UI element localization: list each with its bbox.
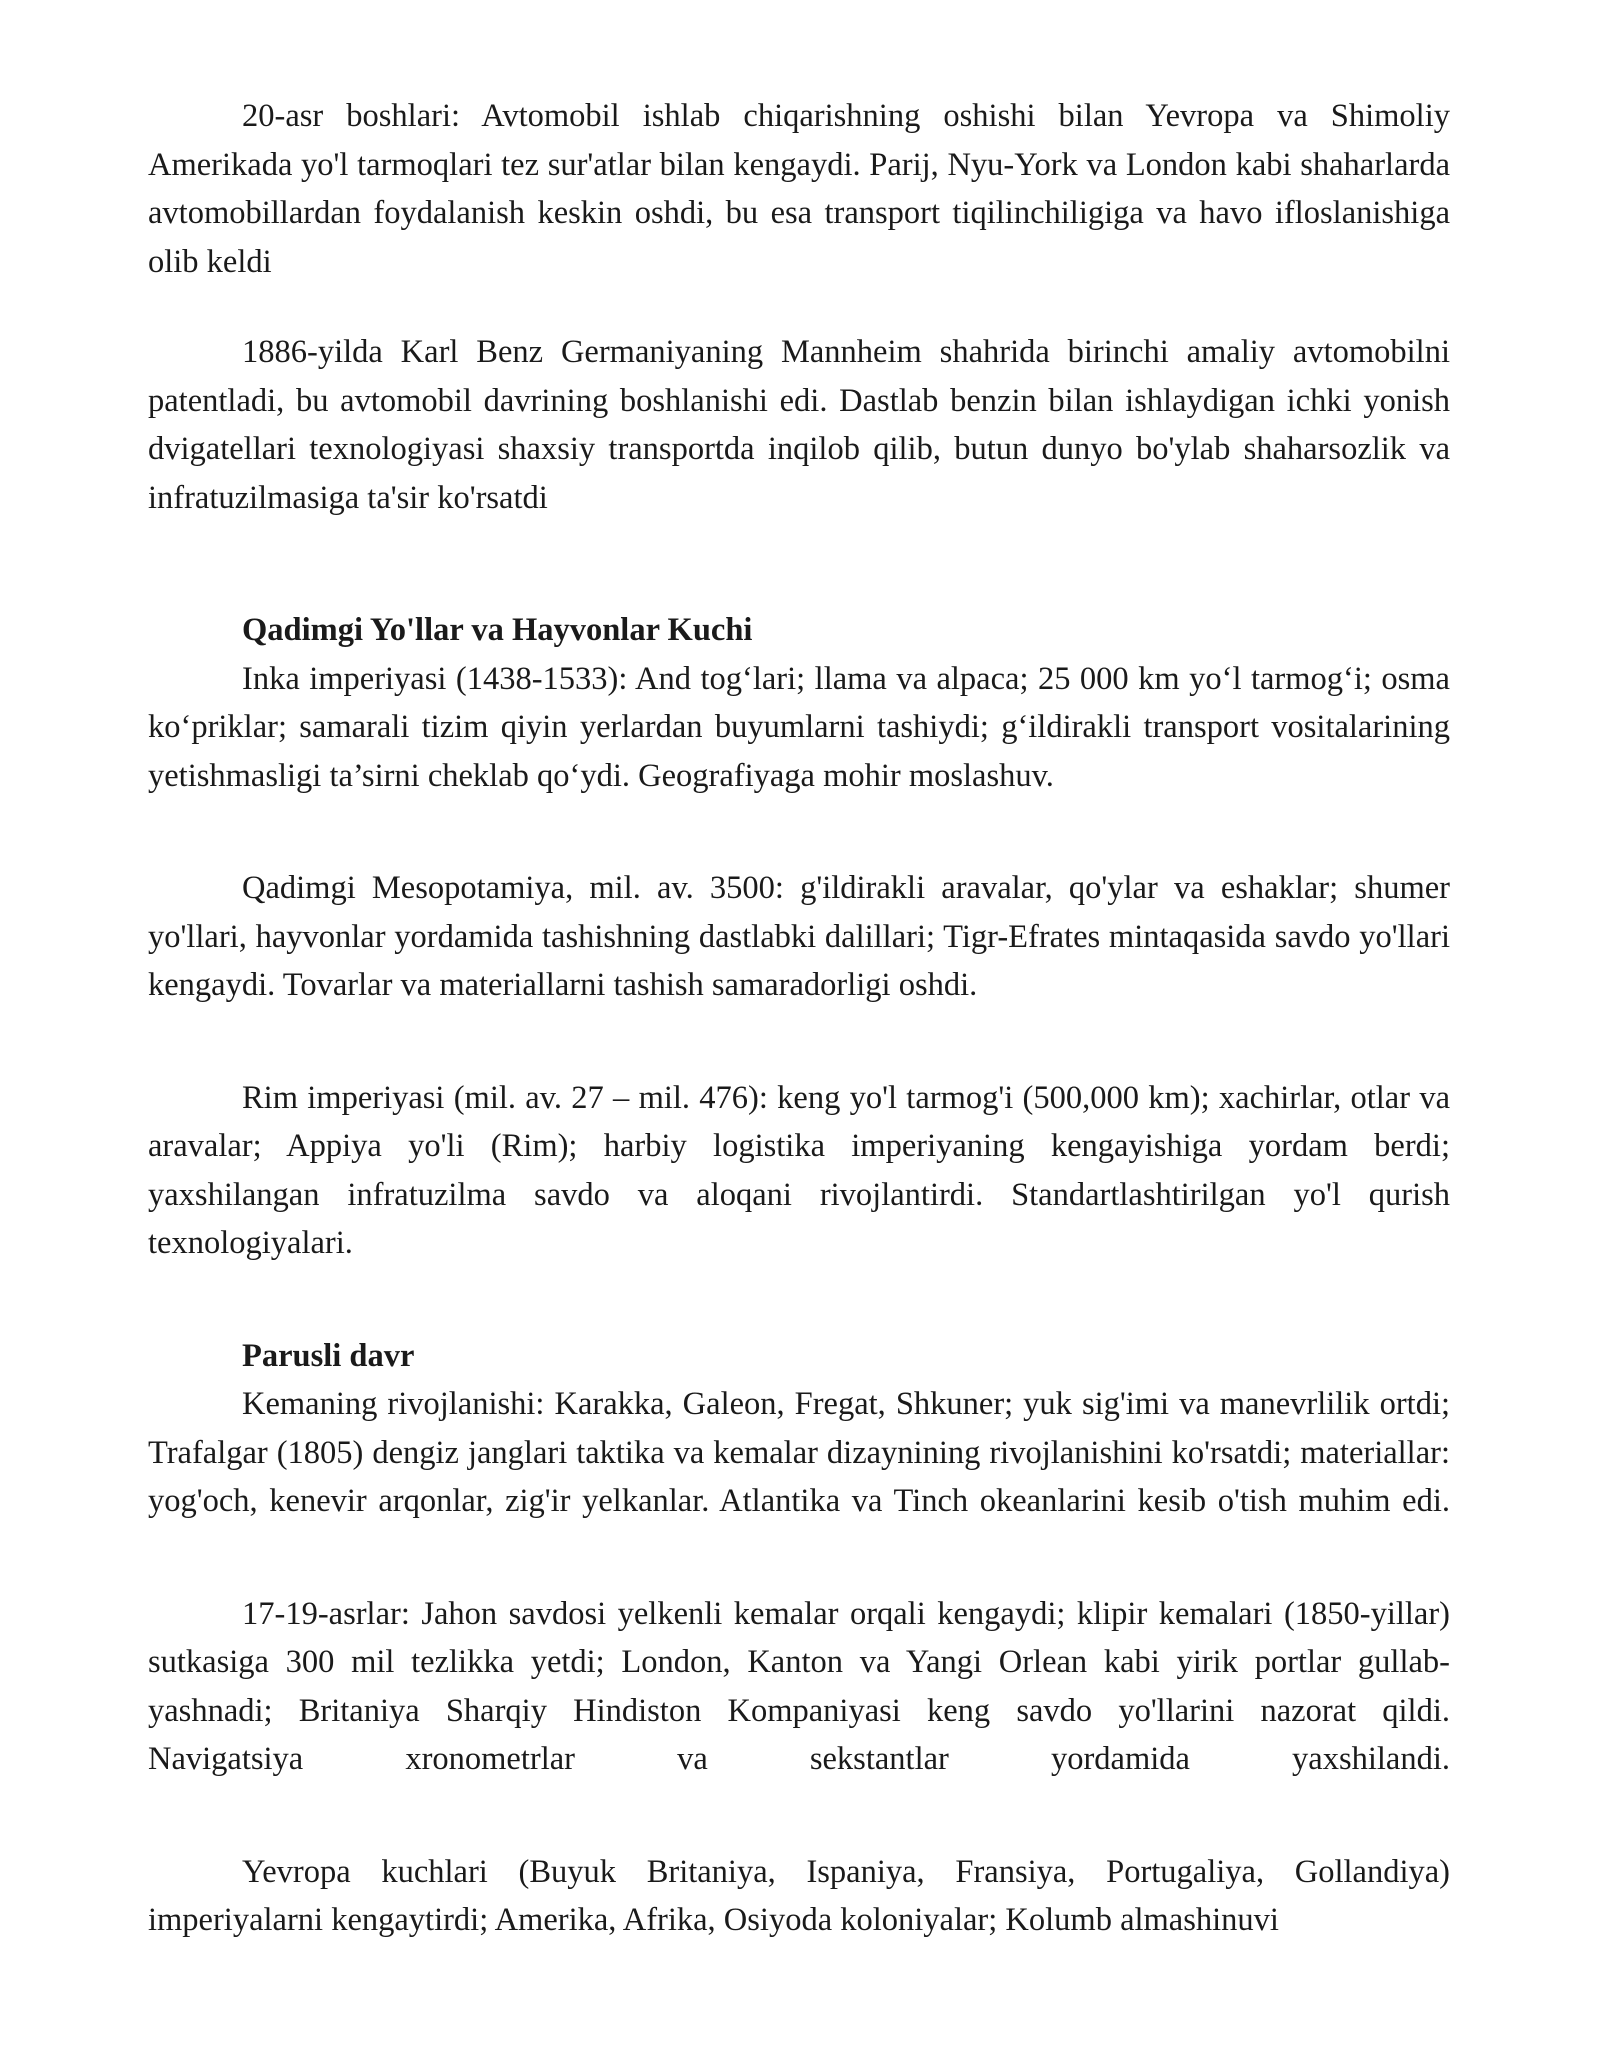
spacer: [148, 1526, 1450, 1590]
document-page: [148, 92, 1450, 1945]
heading-ancient-roads: Qadimgi Yo'llar va Hayvonlar Kuchi: [242, 612, 753, 648]
spacer: [148, 286, 1450, 328]
paragraph-17-19-centuries: 17-19-asrlar: Jahon savdosi yelkenli kemalar orqali kengaydi; klipir kemalari (1850-yillar) sutkasiga 300 mil tezlikka yetdi; London, Kanton va Yangi Orlean kabi yirik portlar gullab-yashnadi; Britaniya Sharqiy Hindiston Kompaniyasi keng savdo yo'llarini nazorat qildi. Navigatsiya xronometrlar va sekstantlar yordamida yaxshilandi.: [148, 1595, 1450, 1777]
paragraph-karl-benz: 1886-yilda Karl Benz Germaniyaning Mannheim shahrida birinchi amaliy avtomobilni patentladi, bu avtomobil davrining boshlanishi edi. Dastlab benzin bilan ishlaydigan ichki yonish dvigatellari texnologiyasi shaxsiy transportda inqilob qilib, butun dunyo bo'ylab shaharsozlik va infratuzilmasiga ta'sir ko'rsatdi: [148, 334, 1450, 516]
spacer: [148, 1268, 1450, 1332]
paragraph-mesopotamia: Qadimgi Mesopotamiya, mil. av. 3500: g'ildirakli aravalar, qo'ylar va eshaklar; shumer yo'llari, hayvonlar yordamida tashishning dastlabki dalillari; Tigr-Efrates mintaqasida savdo yo'llari kengaydi. Tovarlar va materiallarni tashish samaradorligi oshdi.: [148, 870, 1450, 1003]
heading-sailing-era: Parusli davr: [242, 1337, 415, 1374]
paragraph-european-powers: Yevropa kuchlari (Buyuk Britaniya, Ispaniya, Fransiya, Portugaliya, Gollandiya) imperiyalarni kengaytirdi; Amerika, Afrika, Osiyoda koloniyalar; Kolumb almashinuvi: [148, 1853, 1450, 1938]
paragraph-inca-empire: Inka imperiyasi (1438-1533): And tog‘lari; llama va alpaca; 25 000 km yo‘l tarmog‘i; osma ko‘priklar; samarali tizim qiyin yerlardan buyumlarni tashiydi; g‘ildirakli transport vositalarining yetishmasligi ta’sirni cheklab qo‘ydi. Geografiyaga mohir moslashuv.: [148, 660, 1450, 794]
spacer: [148, 522, 1450, 606]
spacer: [148, 1784, 1450, 1848]
spacer: [148, 800, 1450, 864]
paragraph-roman-empire: Rim imperiyasi (mil. av. 27 – mil. 476): keng yo'l tarmog'i (500,000 km); xachirlar, otlar va aravalar; Appiya yo'li (Rim); harbiy logistika imperiyaning kengayishiga yordam berdi; yaxshilangan infratuzilma savdo va aloqani rivojlantirdi. Standartlashtirilgan yo'l qurish texnologiyalari.: [148, 1079, 1450, 1261]
paragraph-20th-century-roads: 20-asr boshlari: Avtomobil ishlab chiqarishning oshishi bilan Yevropa va Shimoliy Amerikada yo'l tarmoqlari tez sur'atlar bilan kengaydi. Parij, Nyu-York va London kabi shaharlarda avtomobillardan foydalanish keskin oshdi, bu esa transport tiqilinchiligiga va havo ifloslanishiga olib keldi: [148, 98, 1450, 280]
spacer: [148, 1010, 1450, 1074]
paragraph-ship-development: Kemaning rivojlanishi: Karakka, Galeon, Fregat, Shkuner; yuk sig'imi va manevrlilik ortdi; Trafalgar (1805) dengiz janglari taktika va kemalar dizaynining rivojlanishini ko'rsatdi; materiallar: yog'och, kenevir arqonlar, zig'ir yelkanlar. Atlantika va Tinch okeanlarini kesib o'tish muhim edi.: [148, 1386, 1450, 1519]
